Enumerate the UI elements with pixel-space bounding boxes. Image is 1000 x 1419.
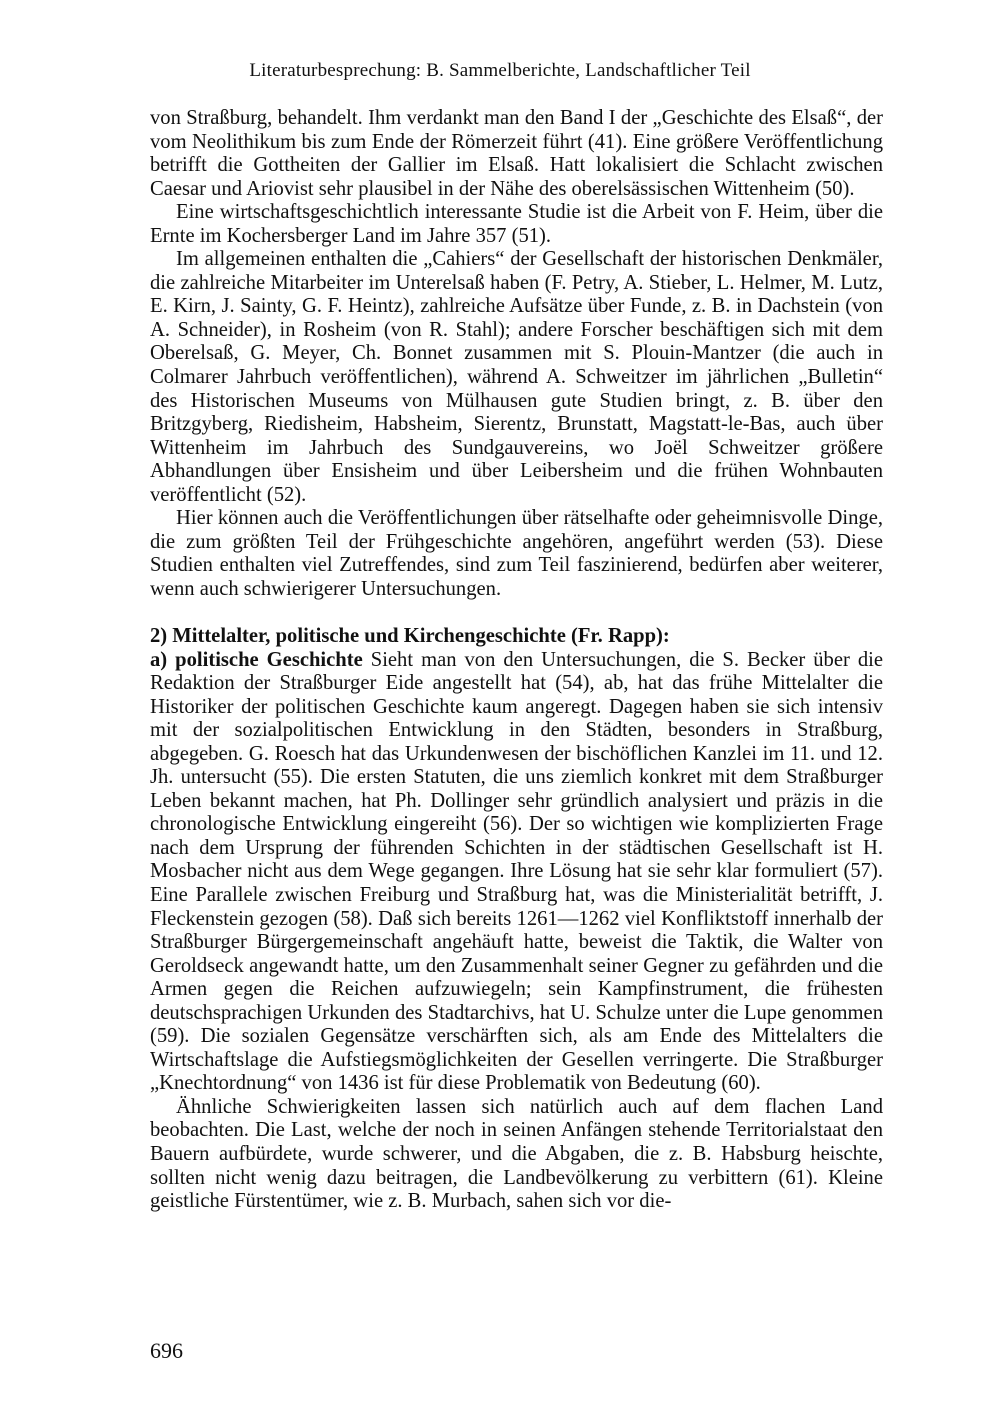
page-number: 696 xyxy=(150,1338,183,1363)
running-head: Literaturbesprechung: B. Sammelberichte, Landschaftlicher Teil xyxy=(249,60,751,81)
paragraph-3: Im allgemeinen enthalten die „Cahiers“ der Gesellschaft der historischen Denkmäler, die zahlreiche Mitarbeiter im Unterelsaß haben (F. Petry, A. Stieber, L. Helmer, M. Lutz, E. Kirn, J. Sainty, G. F. Heintz), zahlreiche Aufsätze über Funde, z. B. in Dachstein (von A. Schneider), in Rosheim (von R. Stahl); andere Forscher beschäftigen sich mit dem Oberelsaß, G. Meyer, Ch. Bonnet zusammen mit S. Plouin-Mantzer (die auch in Colmarer Jahrbuch veröffentlichen), während A. Schweitzer im jährlichen „Bulletin“ des Historischen Museums von Mülhausen gute Studien bringt, z. B. über den Britzgyberg, Riedisheim, Habsheim, Sierentz, Brunstatt, Magstatt-le-Bas, auch über Wittenheim im Jahrbuch des Sundgauvereins, wo Joël Schweitzer größere Abhandlungen über Ensisheim und über Leibersheim und die frühen Wohnbauten veröffentlicht (52). xyxy=(150,248,883,506)
paragraph-2: Eine wirtschaftsgeschichtlich interessante Studie ist die Arbeit von F. Heim, über die Ernte im Kochersberger Land im Jahre 357 (51). xyxy=(150,201,883,247)
body-text xyxy=(150,107,883,1214)
paragraph-6: Ähnliche Schwierigkeiten lassen sich natürlich auch auf dem flachen Land beobachten. Die Last, welche der noch in seinen Anfängen stehende Territorialstaat den Bauern aufbürdete, wurde schwerer, und die Abgaben, die z. B. Habsburg heischte, sollten nicht wenig dazu beitragen, die Landbevölkerung zu verbittern (61). Kleine geistliche Fürstentümer, wie z. B. Murbach, sahen sich vor die- xyxy=(150,1095,883,1213)
paragraph-5 xyxy=(150,649,883,1096)
paragraph-5-text: Sieht man von den Untersuchungen, die S. Becker über die Redaktion der Straßburger Eide angestellt hat (54), ab, hat das frühe Mittelalter die Historiker der politischen Geschichte kaum angeregt. Dagegen haben sie sich intensiv mit der sozialpolitischen Entwicklung in den Städten, besonders in Straßburg, abgegeben. G. Roesch hat das Urkundenwesen der bischöflichen Kanzlei im 11. und 12. Jh. untersucht (55). Die ersten Statuten, die uns ziemlich konkret mit dem Straßburger Leben bekannt machen, hat Ph. Dollinger sehr gründlich analysiert und präzis in die chronologische Entwicklung eingereiht (56). Der so wichtigen wie komplizierten Frage nach dem Ursprung der führenden Schichten in der städtischen Gesellschaft ist H. Mosbacher nicht aus dem Wege gegangen. Ihre Lösung hat sie sehr klar formuliert (57). Eine Parallele zwischen Freiburg und Straßburg hat, was die Ministerialität betrifft, J. Fleckenstein gezogen (58). Daß sich bereits 1261—1262 viel Konfliktstoff innerhalb der Straßburger Bürgergemeinschaft angehäuft hatte, beweist die Taktik, die Walter von Geroldseck angewandt hatte, um den Zusammenhalt seiner Gegner zu gefährden und die Armen gegen die Reichen aufzuwiegeln; sein Kampfinstrument, die frühesten deutschsprachigen Urkunden des Stadtarchivs, hat U. Schulze unter die Lupe genommen (59). Die sozialen Gegensätze verschärften sich, als am Ende des Mittelalters die Wirtschaftslage die Aufstiegsmöglichkeiten der Gesellen verringerte. Die Straßburger „Knechtordnung“ von 1436 ist für diese Problematik von Bedeutung (60). xyxy=(150,648,883,1095)
section-heading: 2) Mittelalter, politische und Kirchengeschichte (Fr. Rapp): xyxy=(150,624,670,647)
paragraph-4: Hier können auch die Veröffentlichungen über rätselhafte oder geheimnisvolle Dinge, die zum größten Teil der Frühgeschichte angehören, angeführt werden (53). Diese Studien enthalten viel Zutreffendes, sind zum Teil faszinierend, bedürfen aber weiterer, wenn auch schwierigerer Untersuchungen. xyxy=(150,507,883,600)
subsection-heading: a) politische Geschichte xyxy=(150,648,363,671)
paragraph-1: von Straßburg, behandelt. Ihm verdankt man den Band I der „Geschichte des Elsaß“, der vom Neolithikum bis zum Ende der Römerzeit führt (41). Eine größere Veröffentlichung betrifft die Gottheiten der Gallier im Elsaß. Hatt lokalisiert die Schlacht zwischen Caesar und Ariovist sehr plausibel in der Nähe des oberelsässischen Wittenheim (50). xyxy=(150,107,883,200)
